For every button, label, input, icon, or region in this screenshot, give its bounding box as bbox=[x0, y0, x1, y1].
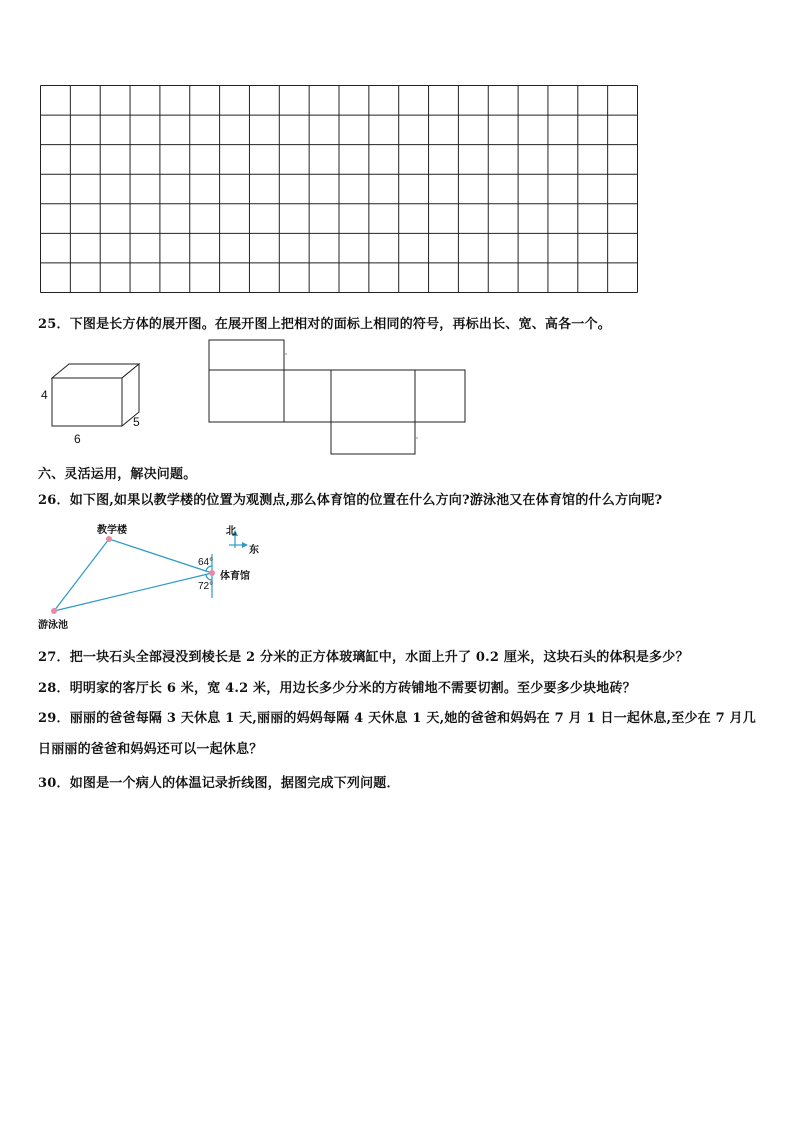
line-pool-gym bbox=[54, 573, 212, 611]
cuboid-net bbox=[205, 336, 470, 458]
section-6-heading: 六、灵活运用，解决问题。 bbox=[38, 467, 197, 482]
line-school-gym bbox=[109, 539, 212, 573]
question-29-line-1: 29．丽丽的爸爸每隔 3 天休息 1 天,丽丽的妈妈每隔 4 天休息 1 天,她的爸爸和妈妈在 7 月 1 日一起休息,至少在 7 月几 bbox=[38, 711, 756, 726]
pool-dot bbox=[51, 608, 57, 614]
net-face-bottom bbox=[331, 422, 415, 454]
east-label: 东 bbox=[249, 545, 259, 556]
question-26: 26．如下图,如果以教学楼的位置为观测点,那么体育馆的位置在什么方向?游泳池又在体育馆的什么方向呢? bbox=[38, 493, 663, 508]
answer-grid bbox=[40, 85, 638, 293]
cuboid-length-label: 6 bbox=[74, 432, 81, 446]
gym-dot bbox=[209, 570, 215, 576]
question-30: 30．如图是一个病人的体温记录折线图，据图完成下列问题． bbox=[38, 776, 400, 791]
school-dot bbox=[106, 536, 112, 542]
net-face-4 bbox=[415, 370, 465, 422]
net-face-2 bbox=[284, 370, 331, 422]
net-face-3 bbox=[331, 370, 415, 422]
angle-bottom-label: 72° bbox=[198, 581, 214, 592]
gym-label: 体育馆 bbox=[220, 571, 250, 582]
cuboid-width-label: 5 bbox=[133, 415, 140, 429]
question-28: 28．明明家的客厅长 6 米，宽 4.2 米，用边长多少分米的方砖铺地不需要切割。至少要多少块地砖？ bbox=[38, 681, 636, 696]
angle-top-label: 64° bbox=[198, 557, 214, 568]
net-face-1 bbox=[209, 370, 284, 422]
north-label: 北 bbox=[226, 526, 236, 537]
net-face-top bbox=[209, 340, 284, 370]
cuboid-height-label: 4 bbox=[41, 388, 48, 402]
cuboid-figure bbox=[40, 356, 150, 446]
compass-east-arrow bbox=[242, 542, 248, 548]
question-27: 27．把一块石头全部浸没到棱长是 2 分米的正方体玻璃缸中，水面上升了 0.2 厘米，这块石头的体积是多少？ bbox=[38, 650, 689, 665]
school-label: 教学楼 bbox=[97, 525, 127, 536]
pool-label: 游泳池 bbox=[38, 620, 68, 631]
question-29-line-2: 日丽丽的爸爸和妈妈还可以一起休息？ bbox=[38, 742, 263, 757]
question-25: 25．下图是长方体的展开图。在展开图上把相对的面标上相同的符号，再标出长、宽、高各一个。 bbox=[38, 317, 611, 332]
